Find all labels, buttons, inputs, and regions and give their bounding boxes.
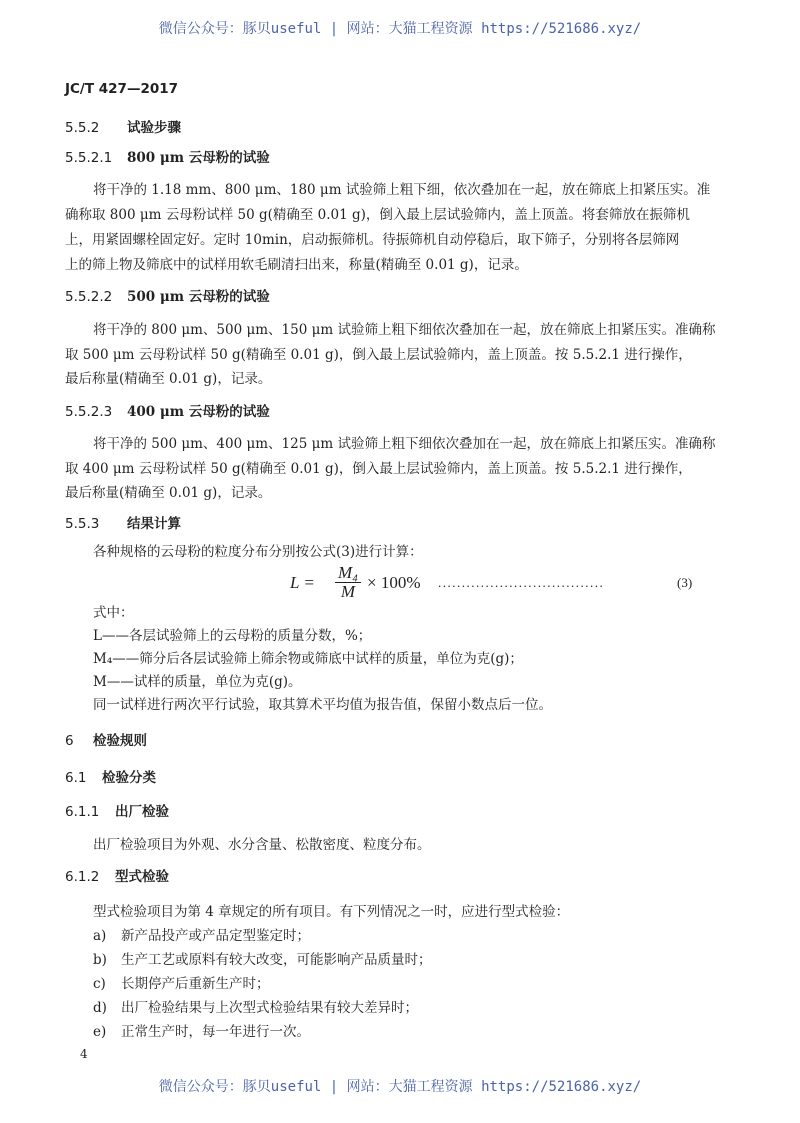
list-item [93,951,432,969]
section-title: 检验分类 [102,770,156,786]
paragraph-line: 型式检验项目为第 4 章规定的所有项目。有下列情况之一时，应进行型式检验： [93,904,570,920]
heading-5-5-2 [65,119,181,137]
section-title: 试验步骤 [127,120,181,136]
paragraph-line: 最后称量(精确至 0.01 g)，记录。 [65,485,272,501]
list-marker: e) [93,1024,107,1040]
heading-5-5-2-1 [65,149,270,167]
paragraph-line: 出厂检验项目为外观、水分含量、松散密度、粒度分布。 [93,837,431,853]
list-text: 生产工艺或原料有较大改变，可能影响产品质量时； [121,952,432,968]
standard-code-header: JC/T 427—2017 [65,81,179,97]
list-marker: b) [93,952,107,968]
paragraph-line: 各种规格的云母粉的粒度分布分别按公式(3)进行计算： [93,544,423,560]
definition-line: M₄——筛分后各层试验筛上筛余物或筛底中试样的质量，单位为克(g)； [93,651,523,667]
section-number: 5.5.2.3 [65,404,113,420]
list-marker: d) [93,1000,107,1016]
formula-fraction [335,564,361,600]
list-text: 长期停产后重新生产时； [121,976,270,992]
formula-rhs: × 100% [367,573,421,592]
section-title: 检验规则 [93,733,147,749]
heading-6-1-2 [65,868,169,886]
denominator: M [340,582,356,601]
paragraph-line: 上的筛上物及筛底中的试样用软毛刷清扫出来，称量(精确至 0.01 g)，记录。 [65,257,528,273]
heading-6 [65,732,147,750]
section-number: 5.5.2.1 [65,150,113,166]
list-marker: c) [93,976,106,992]
heading-6-1 [65,769,156,787]
paragraph-line: 同一试样进行两次平行试验，取其算术平均值为报告值，保留小数点后一位。 [93,697,552,713]
paragraph-line: 最后称量(精确至 0.01 g)，记录。 [65,371,272,387]
watermark-bottom: 微信公众号：豚贝useful | 网站：大猫工程资源 https://521686.xyz/ [158,1079,642,1095]
list-text: 出厂检验结果与上次型式检验结果有较大差异时； [121,1000,418,1016]
section-number: 6.1 [65,770,87,786]
definition-line: L——各层试验筛上的云母粉的质量分数，%； [93,628,372,644]
numerator: M₄ [335,564,361,583]
section-title: 400 μm 云母粉的试验 [127,404,270,420]
section-title: 结果计算 [127,516,181,532]
paragraph-line: 上，用紧固螺栓固定好。定时 10min，启动振筛机。待振筛机自动停稳后，取下筛子，分别将各层筛网 [65,232,680,248]
section-number: 6.1.2 [65,869,100,885]
list-item [93,999,418,1017]
section-number: 5.5.2 [65,120,100,136]
list-text: 正常生产时，每一年进行一次。 [121,1024,310,1040]
formula-leader-dots: ................................... [438,575,605,590]
heading-5-5-2-3 [65,403,270,421]
watermark-top: 微信公众号：豚贝useful | 网站：大猫工程资源 https://521686.xyz/ [158,21,642,37]
formula-number: (3) [677,575,693,590]
paragraph-line: 将干净的 1.18 mm、800 μm、180 μm 试验筛上粗下细，依次叠加在一起，放在筛底上扣紧压实。准 [93,182,711,198]
section-number: 6.1.1 [65,804,100,820]
list-text: 新产品投产或产品定型鉴定时； [121,928,310,944]
where-label: 式中： [93,605,134,621]
list-item [93,975,270,993]
page-number: 4 [80,1047,88,1061]
section-title: 出厂检验 [115,804,169,820]
heading-6-1-1 [65,803,169,821]
paragraph-line: 取 400 μm 云母粉试样 50 g(精确至 0.01 g)，倒入最上层试验筛内，盖上顶盖。按 5.5.2.1 进行操作， [65,461,692,477]
paragraph-line: 将干净的 800 μm、500 μm、150 μm 试验筛上粗下细依次叠加在一起，放在筛底上扣紧压实。准确称 [93,322,716,338]
section-title: 型式检验 [115,869,169,885]
section-number: 5.5.3 [65,516,100,532]
list-item [93,927,310,945]
section-number: 6 [65,733,74,749]
list-marker: a) [93,928,107,944]
heading-5-5-3 [65,515,181,533]
section-title: 500 μm 云母粉的试验 [127,289,270,305]
section-number: 5.5.2.2 [65,289,113,305]
section-title: 800 μm 云母粉的试验 [127,150,270,166]
definition-line: M——试样的质量，单位为克(g)。 [93,674,302,690]
paragraph-line: 取 500 μm 云母粉试样 50 g(精确至 0.01 g)，倒入最上层试验筛内，盖上顶盖。按 5.5.2.1 进行操作， [65,347,692,363]
formula-lhs: L = [290,573,315,592]
heading-5-5-2-2 [65,288,270,306]
paragraph-line: 确称取 800 μm 云母粉试样 50 g(精确至 0.01 g)，倒入最上层试验筛内，盖上顶盖。将套筛放在振筛机 [65,207,690,223]
paragraph-line: 将干净的 500 μm、400 μm、125 μm 试验筛上粗下细依次叠加在一起，放在筛底上扣紧压实。准确称 [93,436,716,452]
list-item [93,1023,310,1041]
